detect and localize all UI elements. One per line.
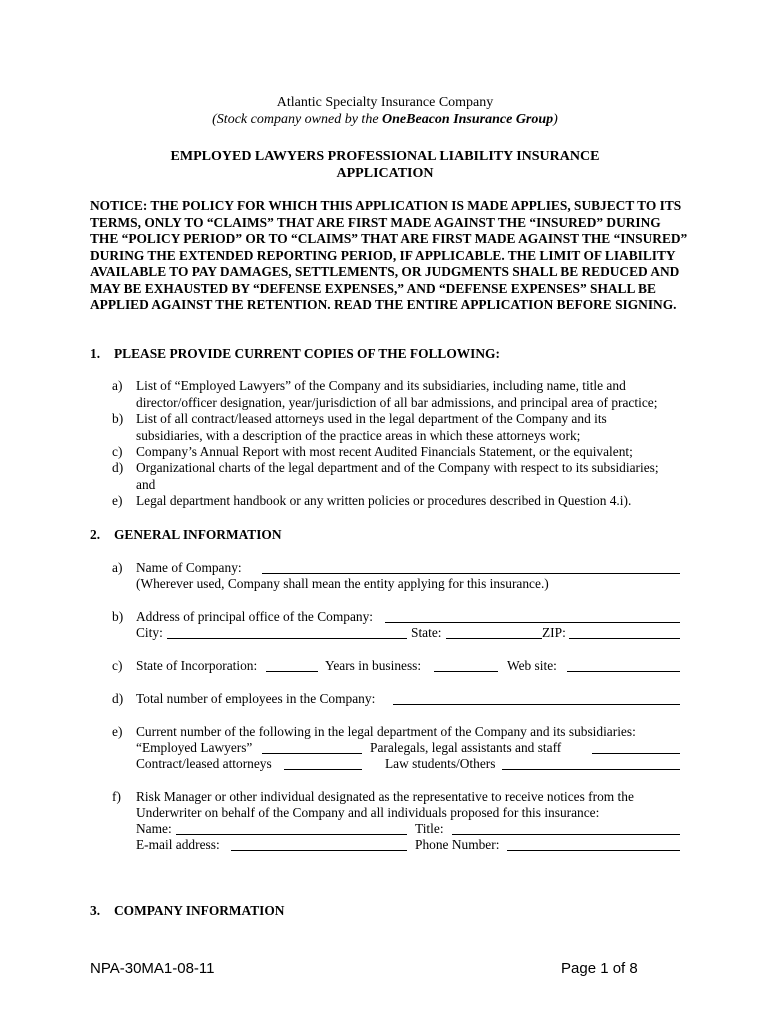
section-2-heading	[90, 527, 282, 543]
web-site-field[interactable]	[567, 671, 680, 672]
item-text: Legal department handbook or any written policies or procedures described in Question 4.i).	[136, 493, 632, 508]
years-in-business-field[interactable]	[434, 671, 498, 672]
company-name-field[interactable]	[262, 573, 680, 574]
address-field[interactable]	[385, 622, 680, 623]
state-incorporation-field[interactable]	[266, 671, 318, 672]
web-site-label: Web site:	[507, 658, 557, 673]
form-title-line1: EMPLOYED LAWYERS PROFESSIONAL LIABILITY INSURANCE	[170, 149, 600, 164]
zip-field[interactable]	[569, 638, 680, 639]
item-letter: c)	[112, 658, 123, 673]
item-letter: a)	[112, 560, 123, 575]
section-title: COMPANY INFORMATION	[114, 903, 285, 918]
section-1-heading	[90, 346, 500, 362]
item-letter: d)	[112, 460, 124, 475]
form-number: NPA-30MA1-08-11	[90, 960, 215, 977]
company-definition-note: (Wherever used, Company shall mean the entity applying for this insurance.)	[136, 576, 549, 591]
city-field[interactable]	[167, 638, 407, 639]
item-letter: b)	[112, 411, 124, 426]
company-name: Atlantic Specialty Insurance Company	[276, 95, 494, 110]
item-text: List of “Employed Lawyers” of the Company and its subsidiaries, including name, title and	[136, 378, 626, 393]
item-letter: e)	[112, 724, 123, 739]
phone-label: Phone Number:	[415, 837, 500, 852]
section-title: GENERAL INFORMATION	[114, 527, 282, 542]
item-text: subsidiaries, with a description of the practice areas in which these attorneys work;	[136, 427, 581, 443]
item-text: and	[136, 476, 156, 492]
law-students-label: Law students/Others	[385, 756, 496, 771]
section-number: 3.	[90, 903, 101, 918]
page-number: Page 1 of 8	[561, 960, 638, 977]
form-title-line2: APPLICATION	[336, 166, 434, 181]
state-field[interactable]	[446, 638, 542, 639]
risk-manager-text: Risk Manager or other individual designated as the representative to receive notices from the	[136, 789, 634, 804]
employed-lawyers-label: “Employed Lawyers”	[136, 740, 253, 755]
city-label: City:	[136, 625, 163, 640]
email-field[interactable]	[231, 850, 407, 851]
item-letter: c)	[112, 444, 123, 459]
paralegals-label: Paralegals, legal assistants and staff	[370, 740, 562, 755]
section-number: 2.	[90, 527, 101, 542]
contract-attorneys-field[interactable]	[284, 769, 362, 770]
item-letter: d)	[112, 691, 124, 706]
title-label: Title:	[415, 821, 444, 836]
subtitle-suffix: )	[553, 112, 558, 127]
years-in-business-label: Years in business:	[325, 658, 422, 673]
employee-count-label: Total number of employees in the Company:	[136, 691, 376, 706]
address-label: Address of principal office of the Company:	[136, 609, 374, 624]
subtitle-group-name: OneBeacon Insurance Group	[382, 112, 554, 127]
law-students-field[interactable]	[502, 769, 680, 770]
item-letter: f)	[112, 789, 121, 804]
section-number: 1.	[90, 346, 101, 361]
risk-manager-text: Underwriter on behalf of the Company and all individuals proposed for this insurance:	[136, 805, 600, 820]
zip-label: ZIP:	[542, 625, 566, 640]
item-letter: e)	[112, 493, 123, 508]
name-label: Name:	[136, 821, 172, 836]
employed-lawyers-field[interactable]	[262, 753, 362, 754]
section-title: PLEASE PROVIDE CURRENT COPIES OF THE FOLLOWING:	[114, 346, 500, 361]
item-letter: a)	[112, 378, 123, 393]
email-label: E-mail address:	[136, 837, 220, 852]
company-name-label: Name of Company:	[136, 560, 242, 575]
state-label: State:	[411, 625, 442, 640]
phone-field[interactable]	[507, 850, 680, 851]
contract-attorneys-label: Contract/leased attorneys	[136, 756, 272, 771]
name-field[interactable]	[176, 834, 407, 835]
item-text: director/officer designation, year/jurisdiction of all bar admissions, and principal area of practice;	[136, 394, 658, 410]
item-text: Organizational charts of the legal department and of the Company with respect to its subsidiaries;	[136, 460, 659, 475]
legal-dept-label: Current number of the following in the legal department of the Company and its subsidiaries:	[136, 724, 636, 739]
company-subtitle	[0, 112, 770, 128]
item-text: Company’s Annual Report with most recent Audited Financials Statement, or the equivalent;	[136, 444, 633, 459]
title-field[interactable]	[452, 834, 680, 835]
state-incorporation-label: State of Incorporation:	[136, 658, 258, 673]
item-letter: b)	[112, 609, 124, 624]
paralegals-field[interactable]	[592, 753, 680, 754]
item-text: List of all contract/leased attorneys used in the legal department of the Company and its	[136, 411, 607, 426]
subtitle-prefix: (Stock company owned by the	[212, 112, 383, 127]
notice-paragraph: NOTICE: THE POLICY FOR WHICH THIS APPLICATION IS MADE APPLIES, SUBJECT TO ITS TERMS, ONLY TO “CLAIMS” THAT ARE FIRST MADE AGAINST THE “INSURED” DURING THE “POLICY PERIOD” OR TO “CLAIMS” THAT ARE FIRST MADE AGAINST THE “INSURED” DURING THE EXTENDED REPORTING PERIOD, IF APPLICABLE. THE LIMIT OF LIABILITY AVAILABLE TO PAY DAMAGES, SETTLEMENTS, OR JUDGMENTS SHALL BE REDUCED AND MAY BE EXHAUSTED BY “DEFENSE EXPENSES,” AND “DEFENSE EXPENSES” SHALL BE APPLIED AGAINST THE RETENTION. READ THE ENTIRE APPLICATION BEFORE SIGNING.	[90, 198, 688, 312]
section-3-heading	[90, 903, 284, 919]
employee-count-field[interactable]	[393, 704, 680, 705]
